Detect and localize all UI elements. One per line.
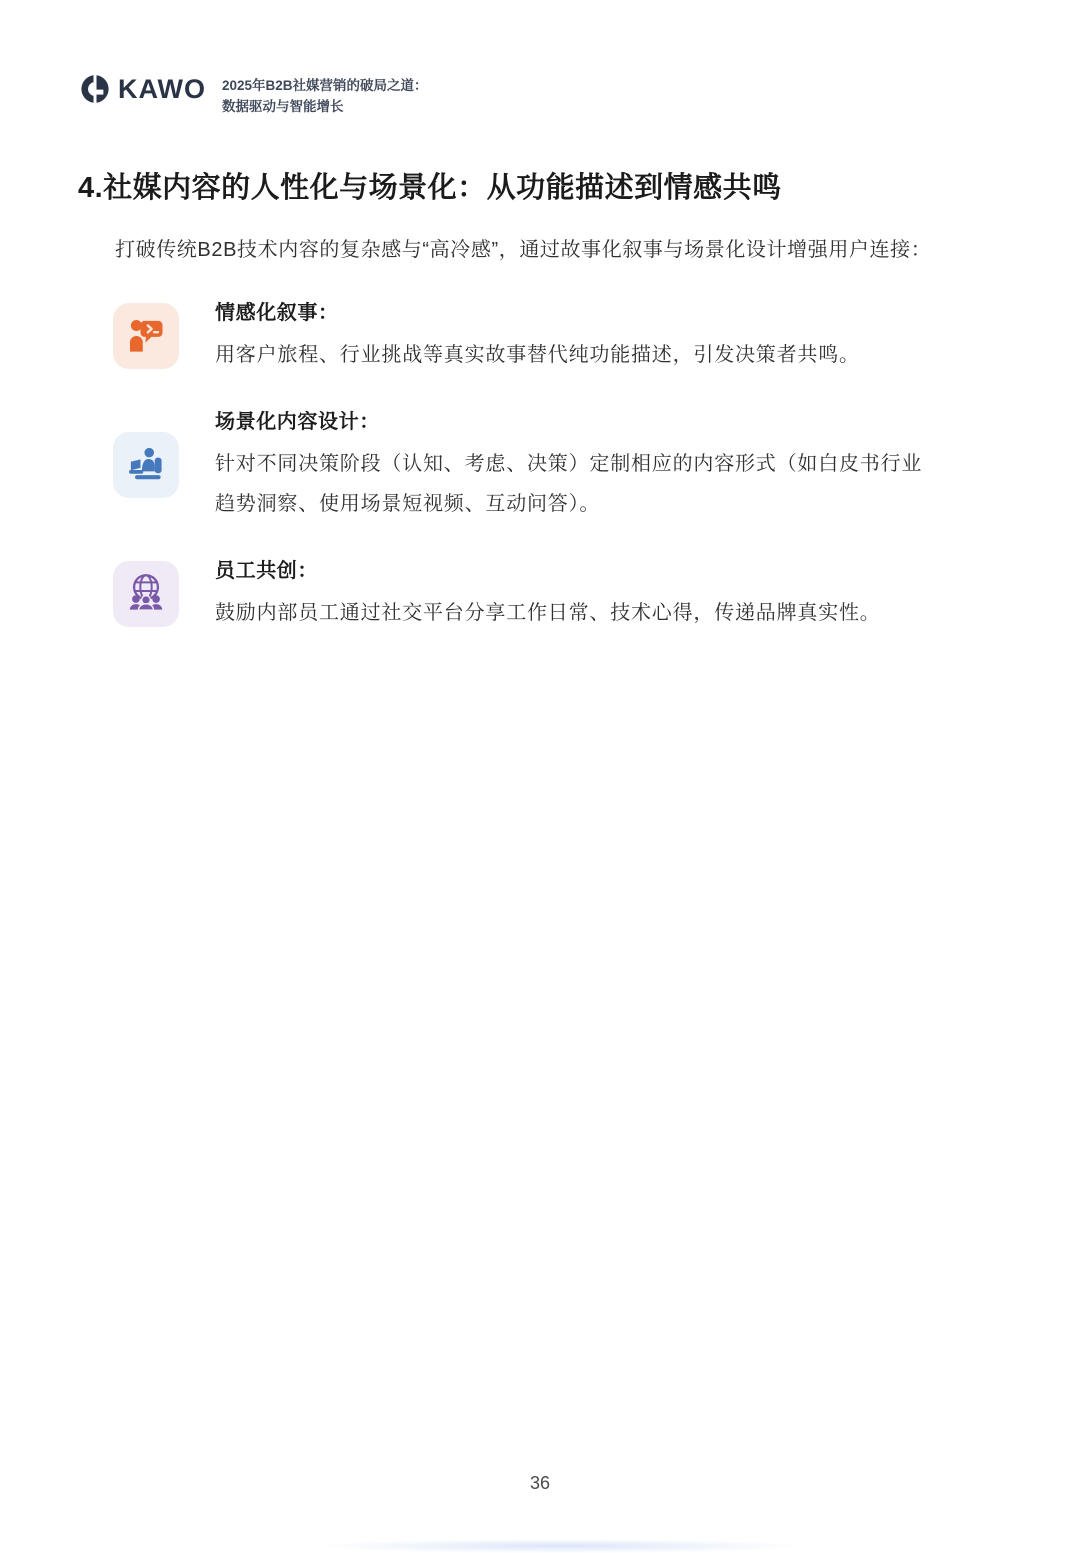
feature-list [113,296,1080,633]
doc-title-line2: 数据驱动与智能增长 [222,99,344,114]
feature-item-emotional-narrative [113,296,1080,375]
section-intro: 打破传统B2B技术内容的复杂感与“高冷感”，通过故事化叙事与场景化设计增强用户连接： [115,239,932,261]
feature-item-title: 员工共创： [215,560,318,582]
page-main [0,165,1080,633]
page-header [80,74,1080,117]
feature-item-scenario-content [113,405,1080,524]
section-heading: 4.社媒内容的人性化与场景化：从功能描述到情感共鸣 [78,172,782,204]
globe-team-icon [113,561,179,627]
kawo-logo-mark-icon [80,74,110,104]
feature-item-content [215,554,881,633]
page-footer [0,1473,1080,1494]
person-chat-icon [113,303,179,369]
feature-item-title: 情感化叙事： [215,302,339,324]
feature-item-content [215,405,939,524]
doc-title-line1: 2025年B2B社媒营销的破局之道： [222,78,428,93]
kawo-logo-text: KAWO [118,74,206,104]
bottom-gradient-artifact [320,1539,800,1553]
document-page [0,74,1080,1493]
page-number: 36 [529,1473,551,1493]
feature-item-content [215,296,860,375]
person-workstation-icon [113,432,179,498]
doc-title [222,74,428,117]
feature-item-body: 用客户旅程、行业挑战等真实故事替代纯功能描述，引发决策者共鸣。 [215,344,860,366]
feature-item-body: 鼓励内部员工通过社交平台分享工作日常、技术心得，传递品牌真实性。 [215,602,881,624]
feature-item-body: 针对不同决策阶段（认知、考虑、决策）定制相应的内容形式（如白皮书行业趋势洞察、使用场景短视频、互动问答）。 [215,453,923,515]
kawo-logo [80,74,206,104]
feature-item-title: 场景化内容设计： [215,411,380,433]
feature-item-employee-cocreation [113,554,1080,633]
